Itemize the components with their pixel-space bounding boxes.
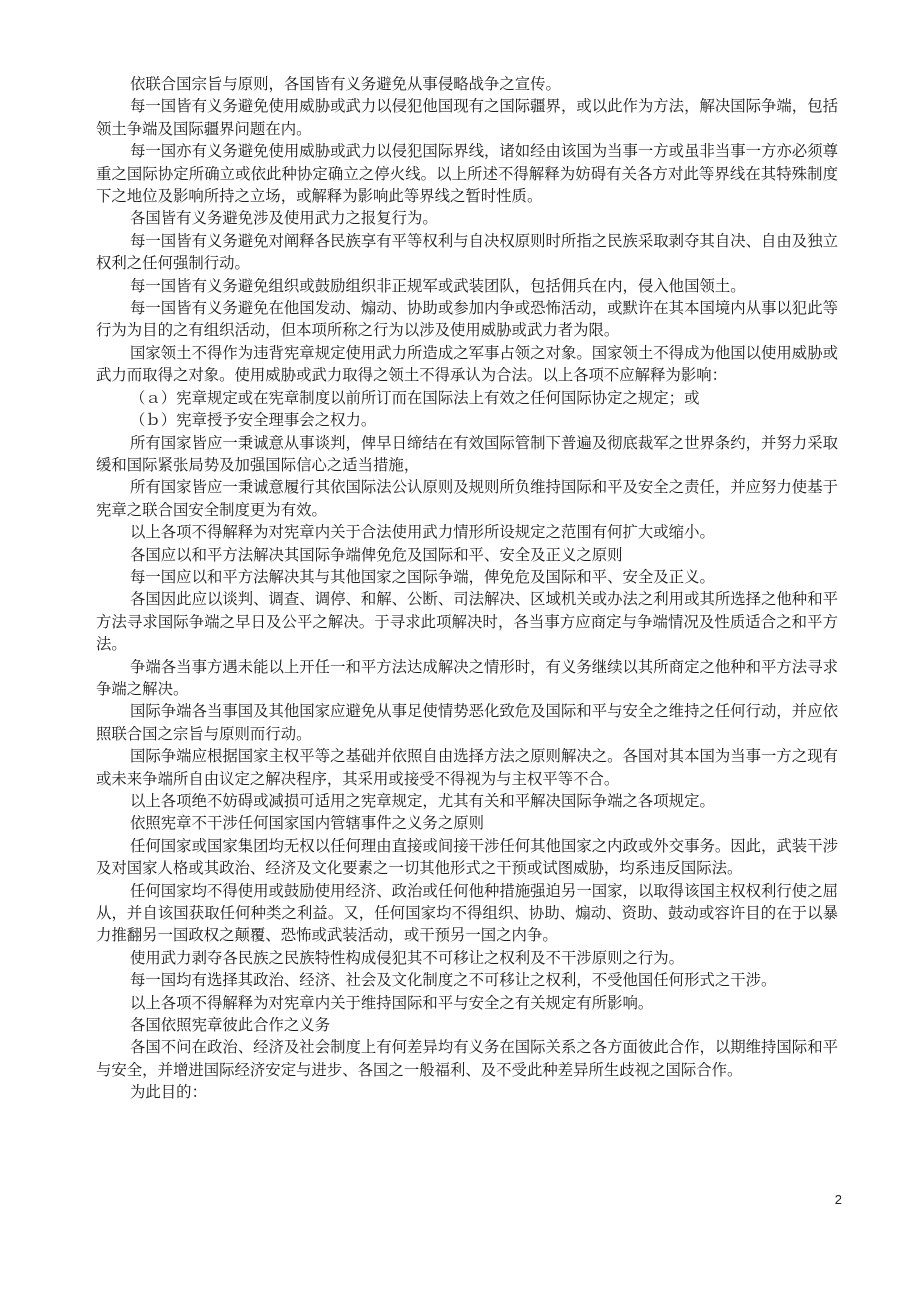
paragraph: 任何国家或国家集团均无权以任何理由直接或间接干涉任何其他国家之内政或外交事务。因此，武装干涉及对国家人格或其政治、经济及文化要素之一切其他形式之干预或试图威胁，均系违反国际法。 [96, 836, 838, 878]
paragraph: 各国皆有义务避免涉及使用武力之报复行为。 [130, 209, 438, 228]
list-item-a: （ａ）宪章规定或在宪章制度以前所订而在国际法上有效之任何国际协定之规定；或 [130, 388, 700, 407]
paragraph: 每一国均有选择其政治、经济、社会及文化制度之不可移让之权利，不受他国任何形式之干涉。 [130, 971, 777, 990]
paragraph: 所有国家皆应一秉诚意履行其依国际法公认原则及规则所负维持国际和平及安全之责任，并应努力使基于宪章之联合国安全制度更为有效。 [96, 478, 838, 519]
paragraph: 以上各项不得解释为对宪章内关于合法使用武力情形所设规定之范围有何扩大或缩小。 [130, 523, 715, 542]
paragraph: 国际争端各当事国及其他国家应避免从事足使情势恶化致危及国际和平与安全之维持之任何行动，并应依照联合国之宗旨与原则而行动。 [96, 702, 838, 743]
section-heading: 各国应以和平方法解决其国际争端俾免危及国际和平、安全及正义之原则 [130, 545, 623, 564]
paragraph: 依联合国宗旨与原则，各国皆有义务避免从事侵略战争之宣传。 [130, 75, 561, 93]
paragraph: 国际争端应根据国家主权平等之基础并依照自由选择方法之原则解决之。各国对其本国为当事一方之现有或未来争端所自由议定之解决程序，其采用或接受不得视为与主权平等不合。 [96, 747, 838, 788]
paragraph: 各国因此应以谈判、调查、调停、和解、公断、司法解决、区域机关或办法之利用或其所选择之他种和平方法寻求国际争端之早日及公平之解决。于寻求此项解决时，各当事方应商定与争端情况及性质适合之和平方法。 [96, 590, 838, 654]
paragraph: 为此目的： [130, 1083, 207, 1102]
paragraph: 使用武力剥夺各民族之民族特性构成侵犯其不可移让之权利及不干涉原则之行为。 [130, 948, 685, 967]
document-body [96, 73, 838, 1104]
paragraph: 每一国亦有义务避免使用威胁或武力以侵犯国际界线，诸如经由该国为当事一方或虽非当事一方亦必须尊重之国际协定所确立或依此种协定确立之停火线。以上所述不得解释为妨碍有关各方对此等界线在其特殊制度下之地位及影响所持之立场，或解释为影响此等界线之暂时性质。 [96, 142, 838, 206]
paragraph: 各国不问在政治、经济及社会制度上有何差异均有义务在国际关系之各方面彼此合作，以期维持国际和平与安全，并增进国际经济安定与进步、各国之一般福利、及不受此种差异所生歧视之国际合作。 [96, 1038, 838, 1079]
paragraph: 每一国皆有义务避免在他国发动、煽动、协助或参加内争或恐怖活动，或默许在其本国境内从事以犯此等行为为目的之有组织活动，但本项所称之行为以涉及使用威胁或武力者为限。 [96, 299, 838, 340]
paragraph: 争端各当事方遇未能以上开任一和平方法达成解决之情形时，有义务继续以其所商定之他种和平方法寻求争端之解决。 [96, 657, 838, 698]
paragraph: 每一国应以和平方法解决其与其他国家之国际争端，俾免危及国际和平、安全及正义。 [130, 567, 715, 586]
list-item-b: （ｂ）宪章授予安全理事会之权力。 [130, 411, 377, 430]
paragraph: 任何国家均不得使用或鼓励使用经济、政治或任何他种措施强迫另一国家，以取得该国主权权利行使之屈从，并自该国获取任何种类之利益。又，任何国家均不得组织、协助、煽动、资助、鼓动或容许目的在于以暴力推翻另一国政权之颠覆、恐怖或武装活动，或干预另一国之内争。 [96, 881, 838, 945]
paragraph: 每一国皆有义务避免组织或鼓励组织非正规军或武装团队，包括佣兵在内，侵入他国领土。 [130, 276, 746, 295]
page-number: 2 [834, 1192, 842, 1207]
section-heading: 各国依照宪章彼此合作之义务 [130, 1016, 331, 1035]
paragraph: 以上各项不得解释为对宪章内关于维持国际和平与安全之有关规定有所影响。 [130, 993, 654, 1012]
paragraph: 所有国家皆应一秉诚意从事谈判，俾早日缔结在有效国际管制下普遍及彻底裁军之世界条约，并努力采取缓和国际紧张局势及加强国际信心之适当措施， [96, 433, 838, 474]
paragraph: 以上各项绝不妨碍或减损可适用之宪章规定，尤其有关和平解决国际争端之各项规定。 [130, 792, 715, 810]
paragraph: 国家领土不得作为违背宪章规定使用武力所造成之军事占领之对象。国家领土不得成为他国以使用威胁或武力而取得之对象。使用威胁或武力取得之领土不得承认为合法。以上各项不应解释为影响： [96, 343, 838, 385]
paragraph: 每一国皆有义务避免对阐释各民族享有平等权利与自决权原则时所指之民族采取剥夺其自决、自由及独立权利之任何强制行动。 [96, 231, 838, 273]
paragraph: 每一国皆有义务避免使用威胁或武力以侵犯他国现有之国际疆界，或以此作为方法，解决国际争端，包括领土争端及国际疆界问题在内。 [96, 97, 838, 138]
section-heading: 依照宪章不干涉任何国家国内管辖事件之义务之原则 [130, 814, 484, 833]
